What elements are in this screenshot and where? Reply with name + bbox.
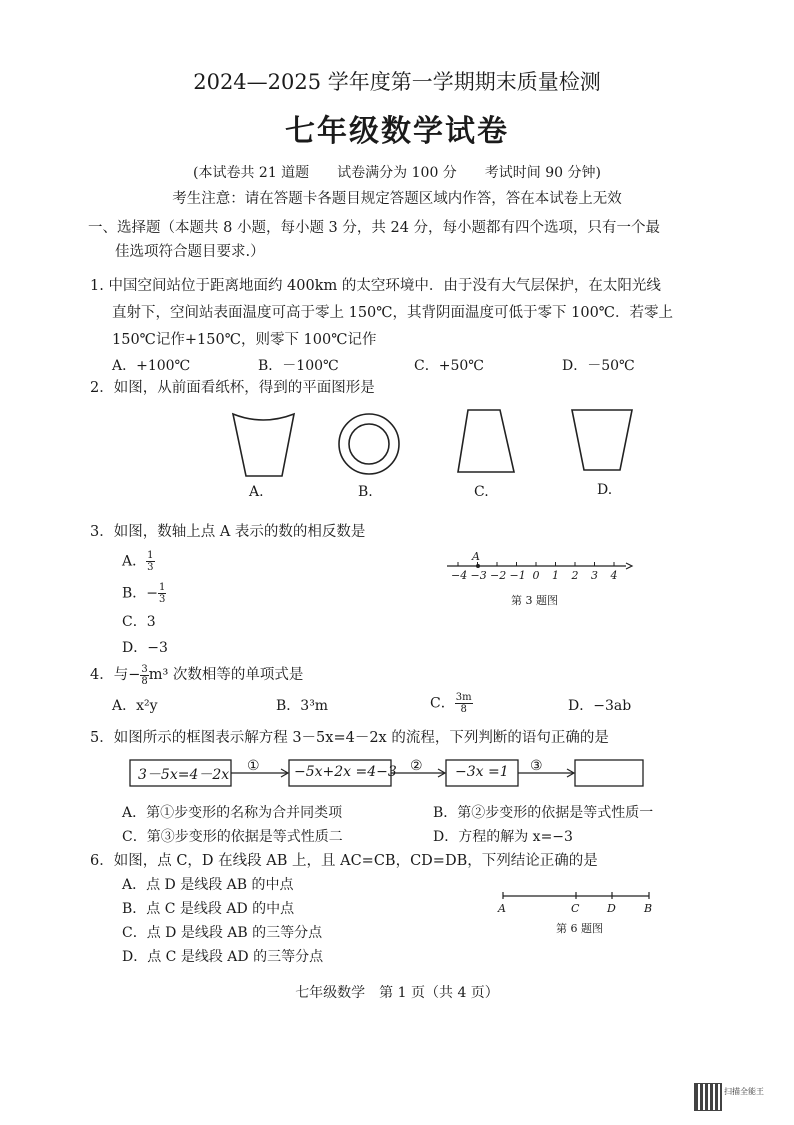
exam-info: (本试卷共 21 道题 试卷满分为 100 分 考试时间 90 分钟) (193, 165, 601, 181)
q5-stem: 5．如图所示的框图表示解方程 3－5x=4－2x 的流程，下列判断的语句正确的是 (90, 730, 609, 746)
exam-notice: 考生注意：请在答题卡各题目规定答题区域内作答，答在本试卷上无效 (172, 191, 622, 207)
exam-period-title: 2024—2025 学年度第一学期期末质量检测 (193, 70, 601, 94)
qr-code-icon (694, 1083, 722, 1111)
q6-point-d: D (607, 902, 616, 915)
q4-c-denominator: 8 (460, 704, 467, 715)
q4-option-b: B．3³m (276, 698, 329, 714)
q2-label-b: B. (358, 484, 373, 500)
q3-tick-label: 0 (532, 569, 540, 582)
q5-box-2-text: −5x+2x =4−3 (294, 764, 397, 780)
q5-step-2: ② (410, 758, 423, 774)
section1-heading-line1: 一、选择题（本题共 8 小题，每小题 3 分，共 24 分，每小题都有四个选项，只有一个最 (88, 220, 661, 236)
q1-option-a: A．+100℃ (112, 358, 191, 374)
q3-option-a-prefix: A． (122, 553, 147, 570)
q3-option-c: C．3 (122, 614, 156, 630)
q2-label-c: C. (474, 484, 489, 500)
q1-option-b: B．－100℃ (258, 358, 339, 374)
q5-option-a: A．第①步变形的名称为合并同类项 (122, 805, 343, 821)
q3-tick-label: 4 (610, 569, 618, 582)
q3-option-b-prefix: B．− (122, 585, 159, 602)
q4-stem-numerator: 3 (141, 663, 148, 675)
q6-option-a: A．点 D 是线段 AB 的中点 (122, 877, 294, 893)
q3-b-denominator: 3 (159, 594, 166, 605)
q1-line1: 1. 中国空间站位于距离地面约 400km 的太空环境中．由于没有大气层保护，在太阳光线 (90, 278, 661, 294)
q5-option-c: C．第③步变形的依据是等式性质二 (122, 829, 343, 845)
q3-tick-label: −3 (470, 569, 487, 582)
q3-a-numerator: 1 (147, 550, 154, 561)
exam-subject-title: 七年级数学试卷 (285, 114, 509, 149)
q6-option-d: D．点 C 是线段 AD 的三等分点 (122, 949, 324, 965)
q1-option-c: C．+50℃ (414, 358, 484, 374)
q2-label-d: D. (597, 482, 613, 498)
q5-box-3-text: −3x =1 (455, 764, 509, 780)
q4-option-d: D．−3ab (568, 698, 632, 714)
q3-a-denominator: 3 (147, 562, 154, 573)
q4-option-a: A．x²y (112, 698, 158, 714)
q3-tick-label: 1 (552, 569, 559, 582)
scanner-watermark: 扫描全能王 (724, 1087, 764, 1096)
q3-figure-caption: 第 3 题图 (511, 594, 558, 607)
q5-step-1: ① (247, 758, 260, 774)
q5-option-b: B．第②步变形的依据是等式性质一 (433, 805, 654, 821)
q6-option-c: C．点 D 是线段 AB 的三等分点 (122, 925, 323, 941)
q4-option-c-prefix: C． (430, 695, 455, 712)
q6-stem: 6．如图，点 C，D 在线段 AB 上，且 AC=CB，CD=DB，下列结论正确的是 (90, 853, 598, 869)
q4-stem-denominator: 8 (141, 675, 148, 687)
q6-point-b: B (644, 902, 653, 915)
q2-stem: 2．如图，从前面看纸杯，得到的平面图形是 (90, 380, 375, 396)
q1-line3: 150℃记作+150℃，则零下 100℃记作 (112, 332, 377, 348)
q1-line2: 直射下，空间站表面温度可高于零上 150℃，其背阴面温度可低于零下 100℃．若零上 (112, 305, 674, 321)
q3-tick-label: −1 (509, 569, 526, 582)
q6-option-b: B．点 C 是线段 AD 的中点 (122, 901, 295, 917)
q3-tick-label: 3 (591, 569, 598, 582)
q3-b-numerator: 1 (159, 582, 166, 593)
q4-stem-suffix: m³ 次数相等的单项式是 (148, 667, 304, 683)
q5-option-d: D．方程的解为 x=−3 (433, 829, 573, 845)
q3-point-a-label: A (472, 550, 480, 563)
q3-tick-label: −4 (451, 569, 468, 582)
q3-tick-label: 2 (571, 569, 579, 582)
q4-c-numerator: 3m (455, 692, 472, 703)
q4-stem-prefix: 4．与− (90, 667, 141, 683)
q6-point-c: C (571, 902, 580, 915)
q3-stem: 3．如图，数轴上点 A 表示的数的相反数是 (90, 524, 366, 540)
q1-option-d: D．－50℃ (562, 358, 635, 374)
q3-tick-label: −2 (490, 569, 507, 582)
q5-step-3: ③ (530, 758, 543, 774)
page-footer: 七年级数学 第 1 页（共 4 页） (295, 985, 499, 1001)
q2-label-a: A. (249, 484, 264, 500)
q3-option-d: D．−3 (122, 640, 168, 656)
q6-figure-caption: 第 6 题图 (556, 922, 603, 935)
section1-heading-line2: 佳选项符合题目要求.） (115, 244, 265, 260)
q6-point-a: A (498, 902, 506, 915)
q5-box-1-text: 3－5x=4－2x (138, 767, 230, 783)
